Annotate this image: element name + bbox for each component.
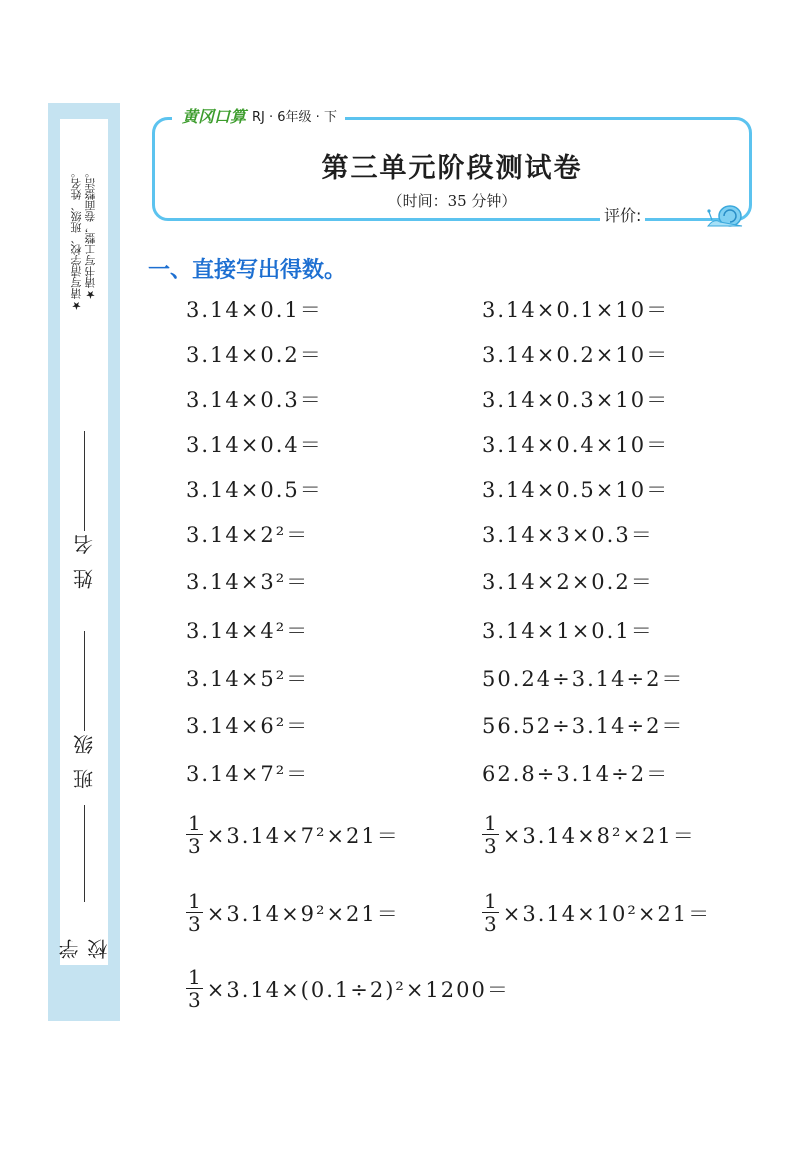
brand-logo: 黄冈口算 [182, 107, 247, 126]
fraction-numerator: 1 [188, 811, 201, 835]
fraction-denominator: 3 [484, 912, 497, 936]
fraction-numerator: 1 [484, 889, 497, 913]
fraction-expression-2 [482, 812, 696, 857]
fraction-expression-3 [186, 890, 400, 935]
brand-text: RJ · 6年级 · 下 [252, 110, 337, 125]
section-title: 一、直接写出得数。 [148, 258, 347, 283]
page-title: 第三单元阶段测试卷 [321, 153, 583, 184]
fraction [482, 812, 499, 857]
instruction-line-1: ★请写清学校、班级、姓名。 [70, 167, 83, 312]
expression-left-9: 3.14×5²＝ [186, 667, 310, 691]
sidebar-panel [58, 119, 111, 965]
fraction [186, 812, 203, 857]
class-label: 班 级 [72, 730, 97, 789]
fraction-expression-text: ×3.14×7²×21＝ [206, 823, 400, 848]
fraction-denominator: 3 [188, 834, 201, 858]
fraction-numerator: 1 [188, 889, 201, 913]
expression-left-11: 3.14×7²＝ [186, 762, 310, 786]
class-underline [83, 631, 86, 731]
expression-left-3: 3.14×0.3＝ [186, 388, 323, 412]
rating-label: 评价: [600, 203, 645, 226]
expression-right-1: 3.14×0.1×10＝ [482, 298, 670, 322]
expression-right-6: 3.14×3×0.3＝ [482, 523, 654, 547]
school-underline [83, 805, 86, 902]
expression-left-8: 3.14×4²＝ [186, 619, 310, 643]
fraction-expression-text: ×3.14×(0.1÷2)²×1200＝ [206, 977, 510, 1002]
school-label: 学 校 [58, 935, 111, 959]
fraction [186, 890, 203, 935]
fraction-expression-text: ×3.14×10²×21＝ [502, 901, 712, 926]
school-field[interactable] [58, 799, 111, 959]
expression-left-5: 3.14×0.5＝ [186, 478, 323, 502]
fraction-expression-5 [186, 966, 510, 1011]
expression-right-9: 50.24÷3.14÷2＝ [482, 667, 685, 691]
fraction-expression-4 [482, 890, 711, 935]
expression-right-7: 3.14×2×0.2＝ [482, 570, 654, 594]
fraction [186, 966, 203, 1011]
expression-left-6: 3.14×2²＝ [186, 523, 310, 547]
fraction-denominator: 3 [484, 834, 497, 858]
expression-right-8: 3.14×1×0.1＝ [482, 619, 654, 643]
page-subtitle: （时间：35 分钟） [387, 192, 517, 210]
fraction [482, 890, 499, 935]
expression-right-2: 3.14×0.2×10＝ [482, 343, 670, 367]
expression-right-3: 3.14×0.3×10＝ [482, 388, 670, 412]
expression-left-1: 3.14×0.1＝ [186, 298, 323, 322]
expression-right-10: 56.52÷3.14÷2＝ [482, 714, 685, 738]
expression-right-5: 3.14×0.5×10＝ [482, 478, 670, 502]
fraction-numerator: 1 [484, 811, 497, 835]
snail-icon [704, 200, 750, 228]
sidebar-strip [48, 103, 120, 1021]
name-label: 姓 名 [72, 530, 97, 589]
fraction-denominator: 3 [188, 988, 201, 1012]
instruction-line-2: ★请书写工整，卷面整洁。 [84, 167, 97, 301]
fraction-numerator: 1 [188, 965, 201, 989]
class-field[interactable] [66, 619, 102, 789]
fraction-expression-1 [186, 812, 400, 857]
expression-left-10: 3.14×6²＝ [186, 714, 310, 738]
fraction-expression-text: ×3.14×8²×21＝ [502, 823, 696, 848]
fraction-denominator: 3 [188, 912, 201, 936]
fraction-expression-text: ×3.14×9²×21＝ [206, 901, 400, 926]
name-underline [83, 431, 86, 531]
brand [172, 104, 345, 127]
expression-left-7: 3.14×3²＝ [186, 570, 310, 594]
name-field[interactable] [66, 389, 102, 589]
expression-left-4: 3.14×0.4＝ [186, 433, 323, 457]
expression-right-4: 3.14×0.4×10＝ [482, 433, 670, 457]
expression-right-11: 62.8÷3.14÷2＝ [482, 762, 670, 786]
expression-left-2: 3.14×0.2＝ [186, 343, 323, 367]
